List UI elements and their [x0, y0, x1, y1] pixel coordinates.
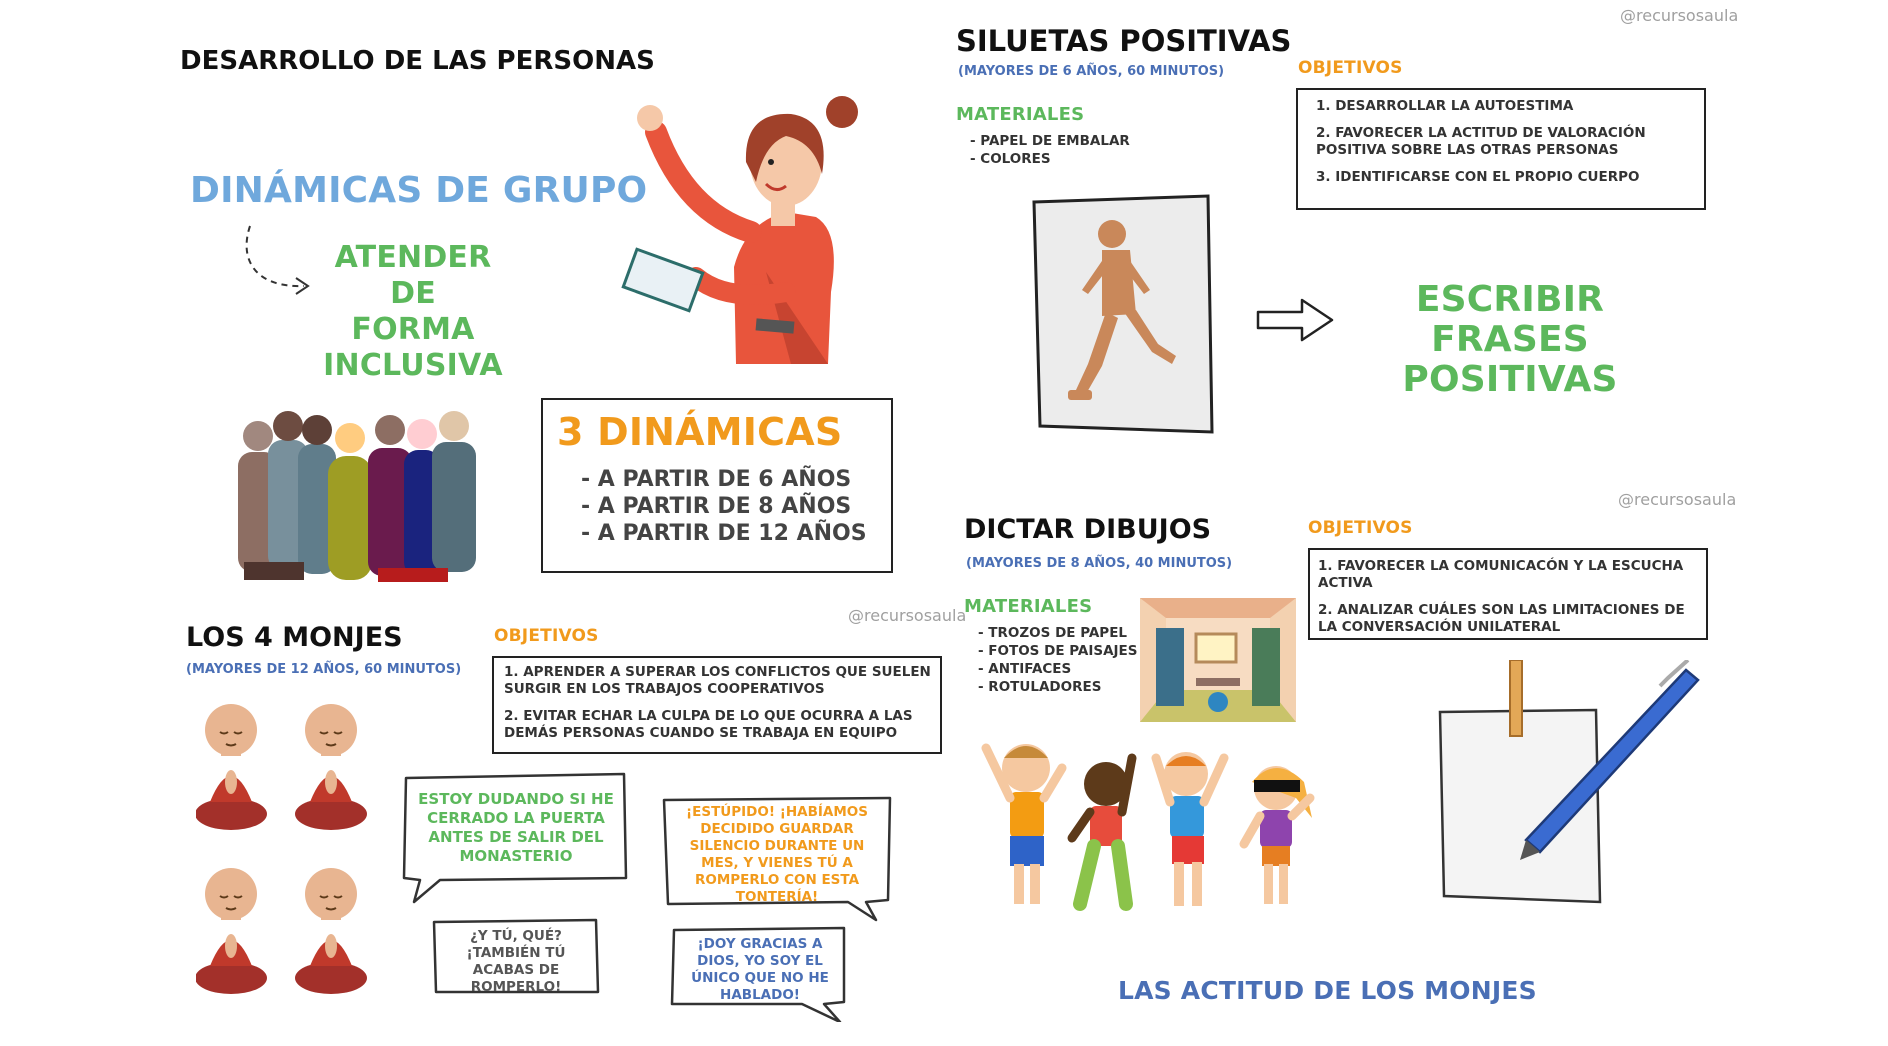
monjes-objetivos-label: OBJETIVOS: [494, 626, 599, 646]
objetivo-item: 2. EVITAR ECHAR LA CULPA DE LO QUE OCURRA A LAS DEMÁS PERSONAS CUANDO SE TRABAJA EN EQUIPO: [504, 708, 913, 741]
speech-bubble-3: ¿Y TÚ, QUÉ? ¡TAMBIÉN TÚ ACABAS DE ROMPERLO!: [466, 928, 566, 995]
paper-pen-illustration: [1436, 660, 1706, 906]
children-illustration: [976, 728, 1338, 920]
dictar-objetivos-list: [1318, 558, 1696, 636]
siluetas-materiales-list: [970, 132, 1130, 168]
siluetas-result: [1350, 280, 1670, 400]
siluetas-objetivos-box: [1296, 88, 1706, 210]
dinamicas-box: [541, 398, 893, 573]
siluetas-title: SILUETAS POSITIVAS: [956, 24, 1292, 58]
monjes-subtitle: (MAYORES DE 12 AÑOS, 60 MINUTOS): [186, 662, 462, 677]
objetivo-item: 2. ANALIZAR CUÁLES SON LAS LIMITACIONES DE LA CONVERSACIÓN UNILATERAL: [1318, 602, 1685, 635]
teacher-illustration: [616, 92, 886, 364]
material-item: - PAPEL DE EMBALAR: [970, 133, 1130, 149]
main-title: DESARROLLO DE LAS PERSONAS: [180, 46, 655, 76]
result-line: POSITIVAS: [1402, 359, 1618, 400]
dinamicas-item: - A PARTIR DE 12 AÑOS: [581, 521, 867, 546]
dinamicas-title: DINÁMICAS DE GRUPO: [190, 170, 648, 211]
dinamicas-item: - A PARTIR DE 6 AÑOS: [581, 467, 852, 492]
room-photo: [1140, 598, 1296, 722]
dictar-title: DICTAR DIBUJOS: [964, 514, 1212, 545]
monks-illustration: [196, 702, 376, 1020]
siluetas-subtitle: (MAYORES DE 6 AÑOS, 60 MINUTOS): [958, 64, 1225, 79]
monjes-objetivos-box: [492, 656, 942, 754]
watermark: @recursosaula: [848, 606, 967, 625]
dashed-arrow-icon: [238, 222, 318, 298]
dinamicas-box-list: [581, 466, 867, 547]
dictar-subtitle: (MAYORES DE 8 AÑOS, 40 MINUTOS): [966, 556, 1233, 571]
dinamicas-item: - A PARTIR DE 8 AÑOS: [581, 494, 852, 519]
atender-text: [318, 240, 508, 384]
monjes-title: LOS 4 MONJES: [186, 622, 403, 653]
siluetas-materiales-label: MATERIALES: [956, 104, 1085, 125]
material-item: - ANTIFACES: [978, 661, 1072, 677]
objetivo-item: 1. FAVORECER LA COMUNICACÓN Y LA ESCUCHA ACTIVA: [1318, 558, 1684, 591]
monjes-footer: LAS ACTITUD DE LOS MONJES: [1118, 976, 1537, 1005]
objetivo-item: 2. FAVORECER LA ACTITUD DE VALORACIÓN POSITIVA SOBRE LAS OTRAS PERSONAS: [1316, 125, 1646, 158]
dictar-materiales-list: [978, 624, 1138, 696]
speech-bubble-1: ESTOY DUDANDO SI HE CERRADO LA PUERTA ANTES DE SALIR DEL MONASTERIO: [418, 790, 614, 865]
siluetas-objetivos-label: OBJETIVOS: [1298, 58, 1403, 78]
objetivo-item: 1. DESARROLLAR LA AUTOESTIMA: [1316, 98, 1574, 114]
watermark: @recursosaula: [1620, 6, 1739, 25]
speech-bubble-2: ¡ESTÚPIDO! ¡HABÍAMOS DECIDIDO GUARDAR SILENCIO DURANTE UN MES, Y VIENES TÚ A ROMPERLO CON ESTA TONTERÍA!: [685, 804, 869, 905]
material-item: - FOTOS DE PAISAJES: [978, 643, 1138, 659]
atender-line: INCLUSIVA: [323, 348, 503, 383]
atender-line: FORMA: [351, 312, 475, 347]
material-item: - ROTULADORES: [978, 679, 1102, 695]
silhouette-illustration: [1032, 194, 1214, 434]
material-item: - COLORES: [970, 151, 1051, 167]
objetivo-item: 1. APRENDER A SUPERAR LOS CONFLICTOS QUE SUELEN SURGIR EN LOS TRABAJOS COOPERATIVOS: [504, 664, 931, 697]
material-item: - TROZOS DE PAPEL: [978, 625, 1128, 641]
arrow-icon: [1256, 296, 1336, 344]
objetivo-item: 3. IDENTIFICARSE CON EL PROPIO CUERPO: [1316, 169, 1640, 185]
speech-bubble-4: ¡DOY GRACIAS A DIOS, YO SOY EL ÚNICO QUE NO HE HABLADO!: [691, 936, 829, 1003]
dictar-materiales-label: MATERIALES: [964, 596, 1093, 617]
dictar-objetivos-label: OBJETIVOS: [1308, 518, 1413, 538]
result-line: ESCRIBIR FRASES: [1415, 279, 1605, 360]
monjes-objetivos-list: [504, 664, 932, 742]
crowd-illustration: [228, 392, 488, 592]
dinamicas-box-title: 3 DINÁMICAS: [557, 410, 843, 454]
atender-line: ATENDER DE: [334, 240, 492, 311]
siluetas-objetivos-list: [1316, 98, 1694, 186]
watermark: @recursosaula: [1618, 490, 1737, 509]
dictar-objetivos-box: [1308, 548, 1708, 640]
